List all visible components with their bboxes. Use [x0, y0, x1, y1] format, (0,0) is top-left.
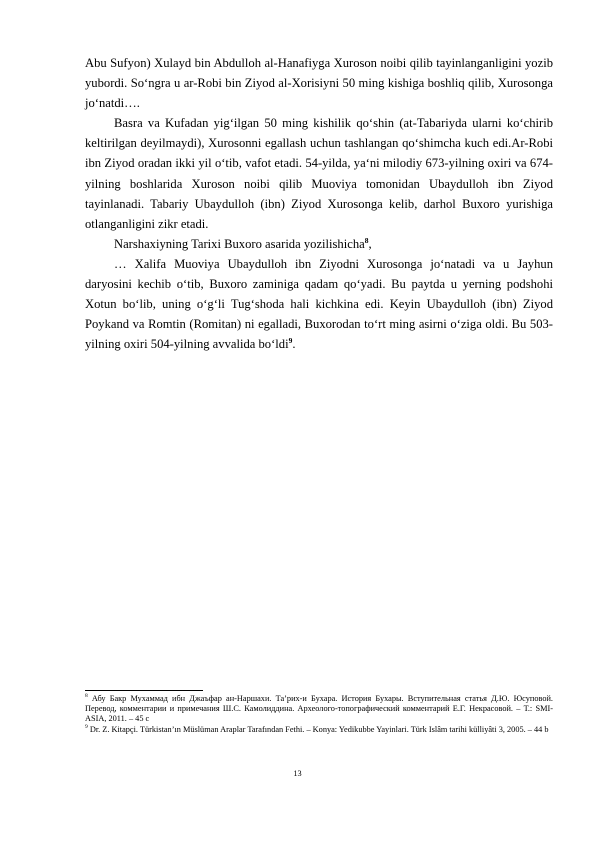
footnote-text: Абу Бакр Мухаммад ибн Джаъфар ан-Наршахи. Та’рих-и Бухара. История Бухары. Вступительная статья Д.Ю. Юсуповой. Перевод, комментарии и примечания Ш.С. Камолиддина. Археолого-топографический комментарий Е.Г. Некрасовой. – Т.: SMI-ASIA, 2011. – 45 с: [85, 694, 553, 724]
paragraph-continuation: Abu Sufyon) Xulayd bin Abdulloh al-Hanafiyga Xuroson noibi qilib tayinlanganligini yozib yubordi. So‘ngra u ar-Robi bin Ziyod al-Xorisiyni 50 ming kishiga boshliq qilib, Xurosonga jo‘natdi….: [85, 56, 553, 111]
footnote-number: 8: [85, 693, 88, 700]
body-text: [85, 53, 553, 354]
paragraph-narshaxi-intro: Narshaxiyning Tarixi Buxoro asarida yozilishicha$^8$,: [114, 235, 372, 251]
footnote-ref-9[interactable]: 9: [288, 336, 293, 346]
footnote-8: [85, 694, 553, 725]
page-number: 13: [293, 769, 302, 778]
footnote-ref-8[interactable]: 8: [364, 235, 369, 245]
footnotes: [85, 694, 553, 735]
footnote-divider: [85, 690, 203, 691]
footnote-text: Dr. Z. Kitapçi. Türkistan’ın Müslüman Araplar Tarafından Fethi. – Konya: Yedikubbe Yayinlari. Türk Islâm tarihi külliyâti 3, 2005. – 44 b: [87, 724, 549, 734]
paragraph-conquest: Basra va Kufadan yig‘ilgan 50 ming kishilik qo‘shin (at-Tabariyda ularni ko‘chirib keltirilgan deyilmaydi), Xurosonni egallash uchun tashlangan qo‘shimcha kuch edi.Ar-Robi ibn Ziyod oradan ikki yil o‘tib, vafot etadi. 54-yilda, ya‘ni milodiy 673-yilning oxiri va 674-yilning boshlarida Xuroson noibi qilib Muoviya tomonidan Ubaydulloh ibn Ziyod tayinlanadi. Tabariy Ubaydulloh (ibn) Ziyod Xurosonga kelib, darhol Buxoro yurishiga otlanganligini zikr etadi.: [85, 116, 553, 231]
footnote-number: 9: [85, 723, 88, 730]
footnote-9: [85, 725, 553, 735]
paragraph-quote: … Xalifa Muoviya Ubaydulloh ibn Ziyodni Xurosonga jo‘natadi va u Jayhun daryosini kechib o‘tib, Buxoro zaminiga qadam qo‘yadi. Bu paytda u yerning podshohi Xotun bo‘lib, uning o‘g‘li Tug‘shoda hali kichkina edi. Keyin Ubaydulloh (ibn) Ziyod Poykand va Romtin (Romitan) ni egalladi, Buxorodan to‘rt ming asirni o‘ziga oldi. Bu 503-yilning oxiri 504-yilning avvalida bo‘ldi$^9$.: [85, 256, 553, 352]
